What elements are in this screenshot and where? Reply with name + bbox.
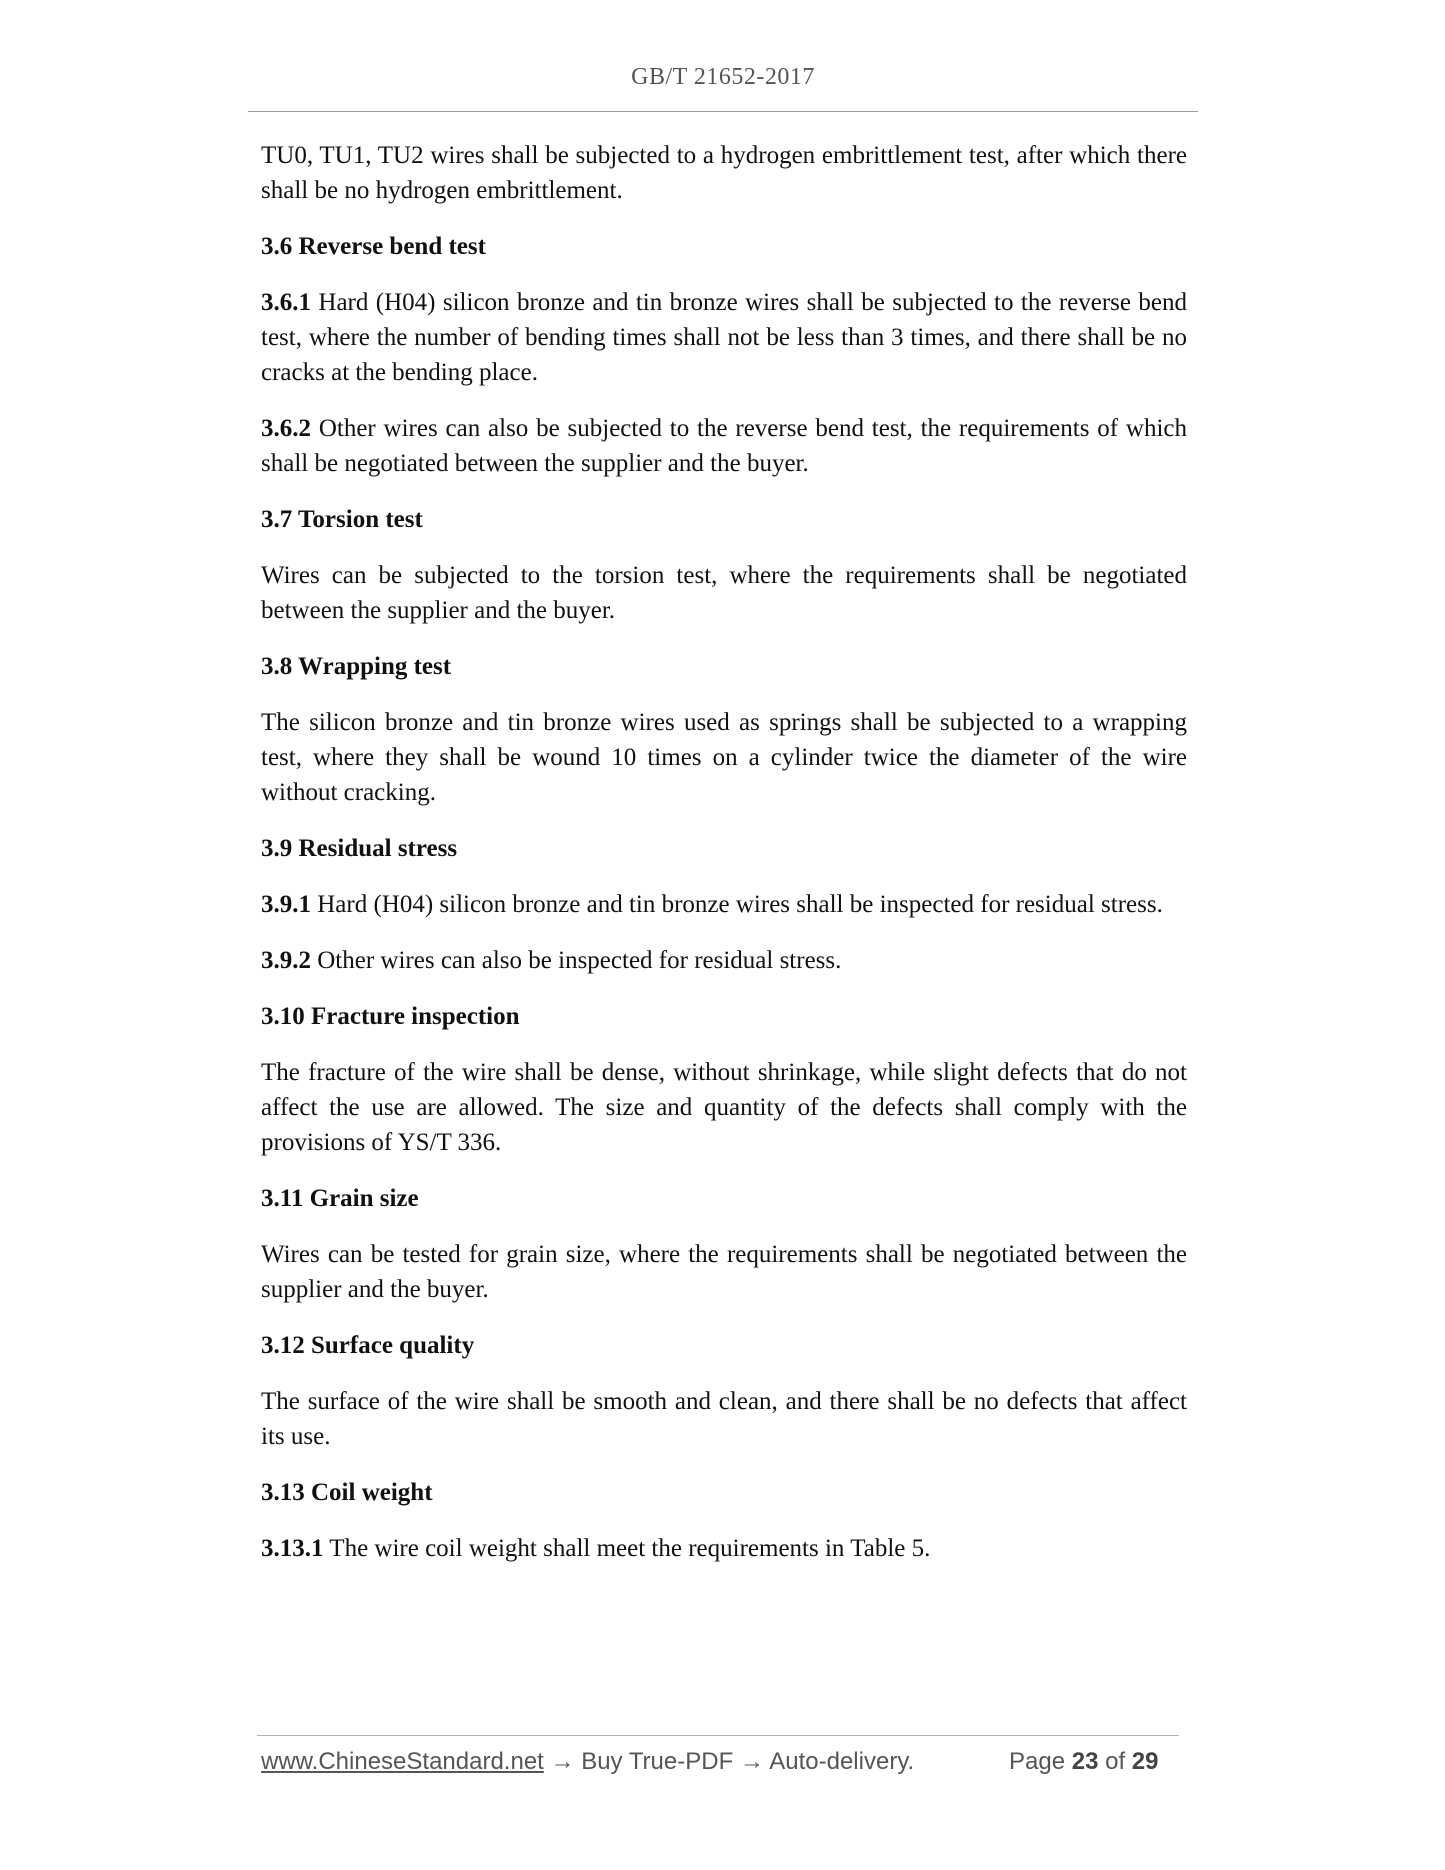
section-3-13-heading: 3.13 Coil weight (261, 1479, 433, 1506)
section-3-7-paragraph: Wires can be subjected to the torsion test, where the requirements shall be negotiated between the supplier and the buyer. (261, 562, 1187, 624)
section-3-10-heading: 3.10 Fracture inspection (261, 1003, 520, 1030)
section-3-6-1-paragraph (261, 285, 1187, 390)
page-indicator (1009, 1748, 1159, 1776)
section-3-12-heading: 3.12 Surface quality (261, 1332, 475, 1359)
section-3-9-heading: 3.9 Residual stress (261, 835, 458, 862)
clause-number: 3.6.1 (261, 289, 311, 316)
section-3-9-2-paragraph (261, 943, 1187, 978)
buy-true-pdf-text: Buy True-PDF (581, 1748, 734, 1775)
section-3-10-paragraph: The fracture of the wire shall be dense, without shrinkage, while slight defects that do not affect the use are allowed. The size and quantity of the defects shall comply with the provisions of YS/T 336. (261, 1059, 1187, 1156)
clause-number: 3.6.2 (261, 415, 311, 442)
header-divider (248, 111, 1198, 112)
intro-paragraph: TU0, TU1, TU2 wires shall be subjected to a hydrogen embrittlement test, after which there shall be no hydrogen embrittlement. (261, 142, 1187, 204)
section-3-9-1-paragraph (261, 887, 1187, 922)
of-label: of (1105, 1748, 1126, 1775)
current-page-number: 23 (1071, 1748, 1099, 1775)
clause-text: Other wires can also be inspected for residual stress. (311, 947, 842, 974)
section-3-11-paragraph: Wires can be tested for grain size, where the requirements shall be negotiated between the supplier and the buyer. (261, 1241, 1187, 1303)
clause-number: 3.9.2 (261, 947, 311, 974)
total-page-count: 29 (1131, 1748, 1159, 1775)
section-3-8-paragraph: The silicon bronze and tin bronze wires used as springs shall be subjected to a wrapping test, where they shall be wound 10 times on a cylinder twice the diameter of the wire without cracking. (261, 709, 1187, 806)
page-footer (261, 1748, 1181, 1776)
auto-delivery-text: Auto-delivery. (769, 1748, 915, 1775)
page-label: Page (1009, 1748, 1066, 1775)
section-3-6-heading: 3.6 Reverse bend test (261, 233, 486, 260)
section-3-6-2-paragraph (261, 411, 1187, 481)
clause-text: Hard (H04) silicon bronze and tin bronze wires shall be subjected to the reverse bend test, where the number of bending times shall not be less than 3 times, and there shall be no cracks at the bending place. (261, 289, 1187, 386)
clause-text: Other wires can also be subjected to the reverse bend test, the requirements of which shall be negotiated between the supplier and the buyer. (261, 415, 1187, 477)
section-3-13-1-paragraph (261, 1531, 1187, 1566)
document-code-header: GB/T 21652-2017 (631, 64, 815, 90)
page-content (261, 138, 1187, 1587)
section-3-11-heading: 3.11 Grain size (261, 1185, 419, 1212)
clause-text: The wire coil weight shall meet the requirements in Table 5. (323, 1535, 931, 1562)
arrow-right-icon: → (739, 1748, 764, 1775)
section-3-7-heading: 3.7 Torsion test (261, 506, 423, 533)
clause-number: 3.9.1 (261, 891, 311, 918)
arrow-right-icon: → (550, 1748, 575, 1775)
footer-divider (257, 1735, 1179, 1736)
site-link[interactable]: www.ChineseStandard.net (261, 1748, 544, 1775)
section-3-12-paragraph: The surface of the wire shall be smooth and clean, and there shall be no defects that affect its use. (261, 1388, 1187, 1450)
clause-text: Hard (H04) silicon bronze and tin bronze wires shall be inspected for residual stress. (311, 891, 1163, 918)
clause-number: 3.13.1 (261, 1535, 324, 1562)
section-3-8-heading: 3.8 Wrapping test (261, 653, 452, 680)
